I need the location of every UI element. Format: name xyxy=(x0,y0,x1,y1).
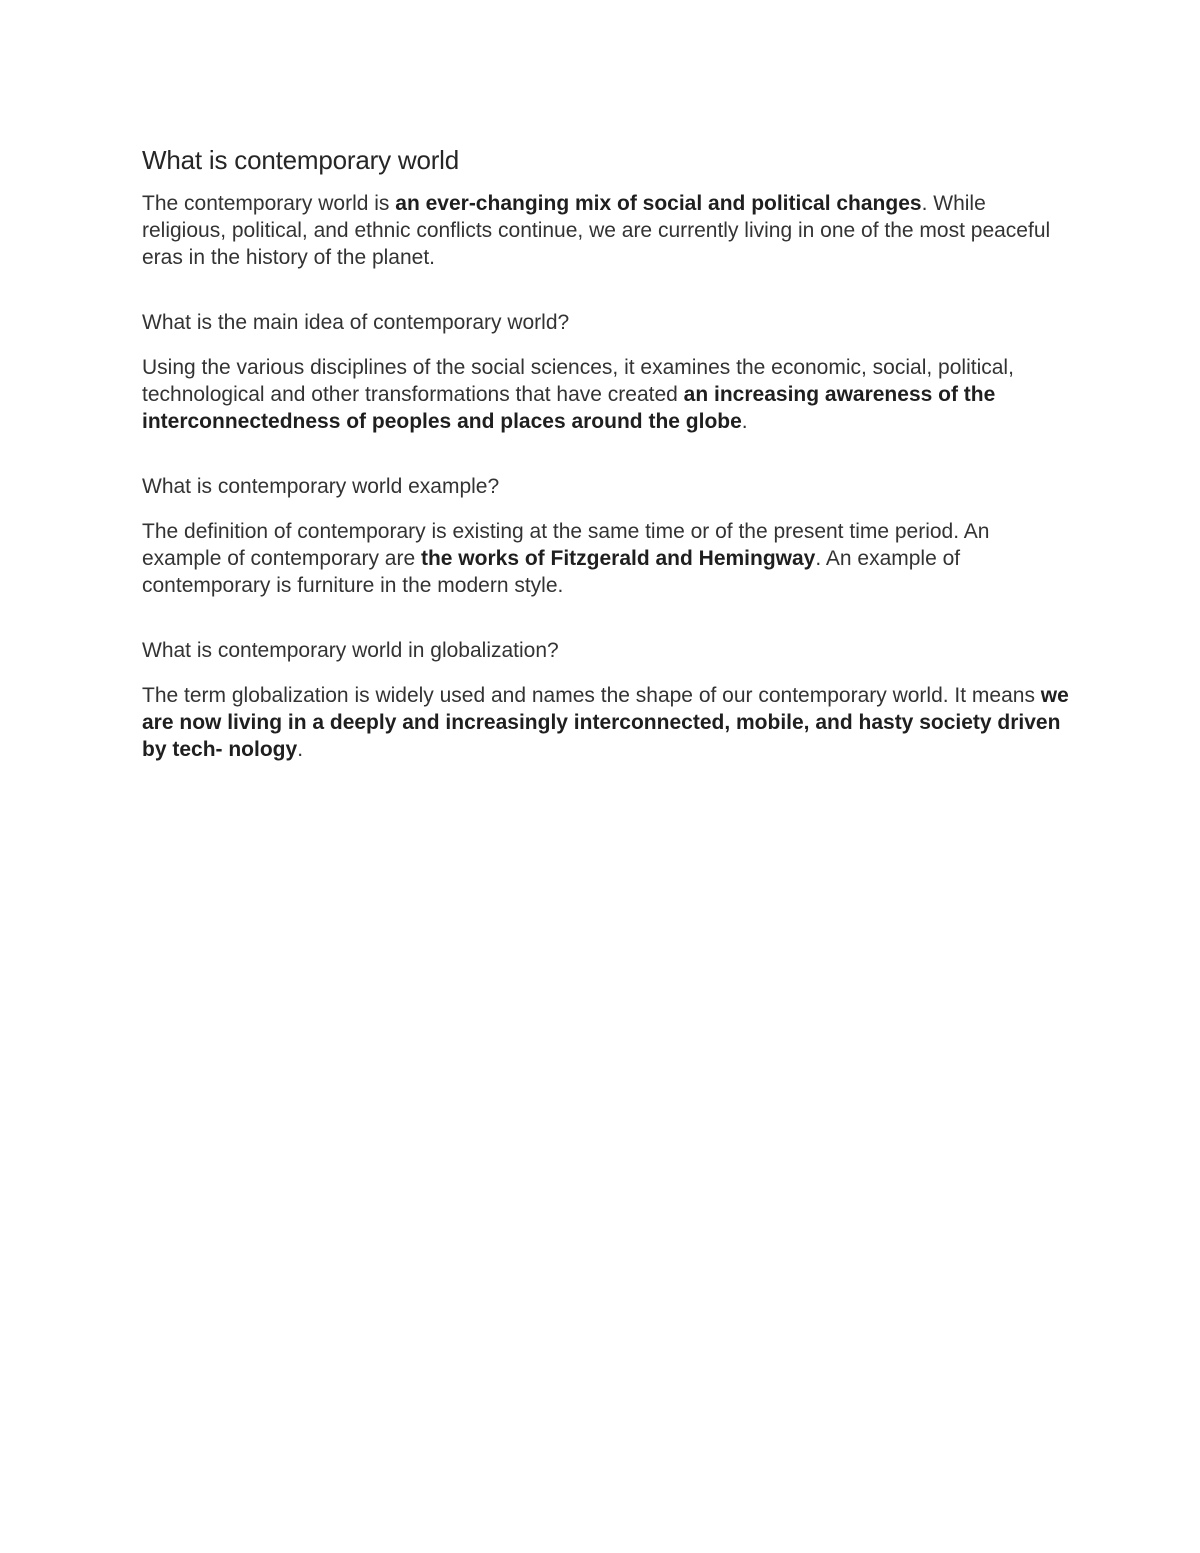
text-run: The term globalization is widely used and names the shape of our contemporary world. It means xyxy=(142,684,1041,707)
paragraph-globalization xyxy=(142,682,1072,763)
document-title: What is contemporary world xyxy=(142,145,460,175)
paragraph-intro xyxy=(142,190,1072,271)
section-main-idea xyxy=(142,309,1072,435)
section-intro xyxy=(142,190,1072,271)
bold-run: we are now living in a deeply and increasingly interconnected, mobile, and hasty society driven by tech- nology xyxy=(142,684,1069,761)
text-run: Using the various disciplines of the social sciences, it examines the economic, social, political, technological and other transformations that have created xyxy=(142,356,1014,406)
bold-run: an increasing awareness of the interconnectedness of peoples and places around the globe xyxy=(142,383,996,433)
bold-run: an ever-changing mix of social and political changes xyxy=(395,192,922,215)
text-run: . While religious, political, and ethnic conflicts continue, we are currently living in one of the most peaceful eras in the history of the planet. xyxy=(142,192,1051,269)
section-globalization xyxy=(142,637,1072,763)
paragraph-main-idea xyxy=(142,354,1072,435)
document-page xyxy=(142,140,1072,801)
text-run: The contemporary world is xyxy=(142,192,396,215)
question-heading: What is contemporary world in globalization? xyxy=(142,639,559,662)
text-run: . An example of contemporary is furniture in the modern style. xyxy=(142,547,961,597)
text-run: . xyxy=(741,410,748,433)
question-heading: What is the main idea of contemporary world? xyxy=(142,311,570,334)
bold-run: the works of Fitzgerald and Hemingway xyxy=(420,547,816,570)
question-heading: What is contemporary world example? xyxy=(142,475,500,498)
section-example xyxy=(142,473,1072,599)
text-run: . xyxy=(297,738,304,761)
text-run: The definition of contemporary is existing at the same time or of the present time period. An example of contemporary are xyxy=(142,520,990,570)
paragraph-example xyxy=(142,518,1072,599)
